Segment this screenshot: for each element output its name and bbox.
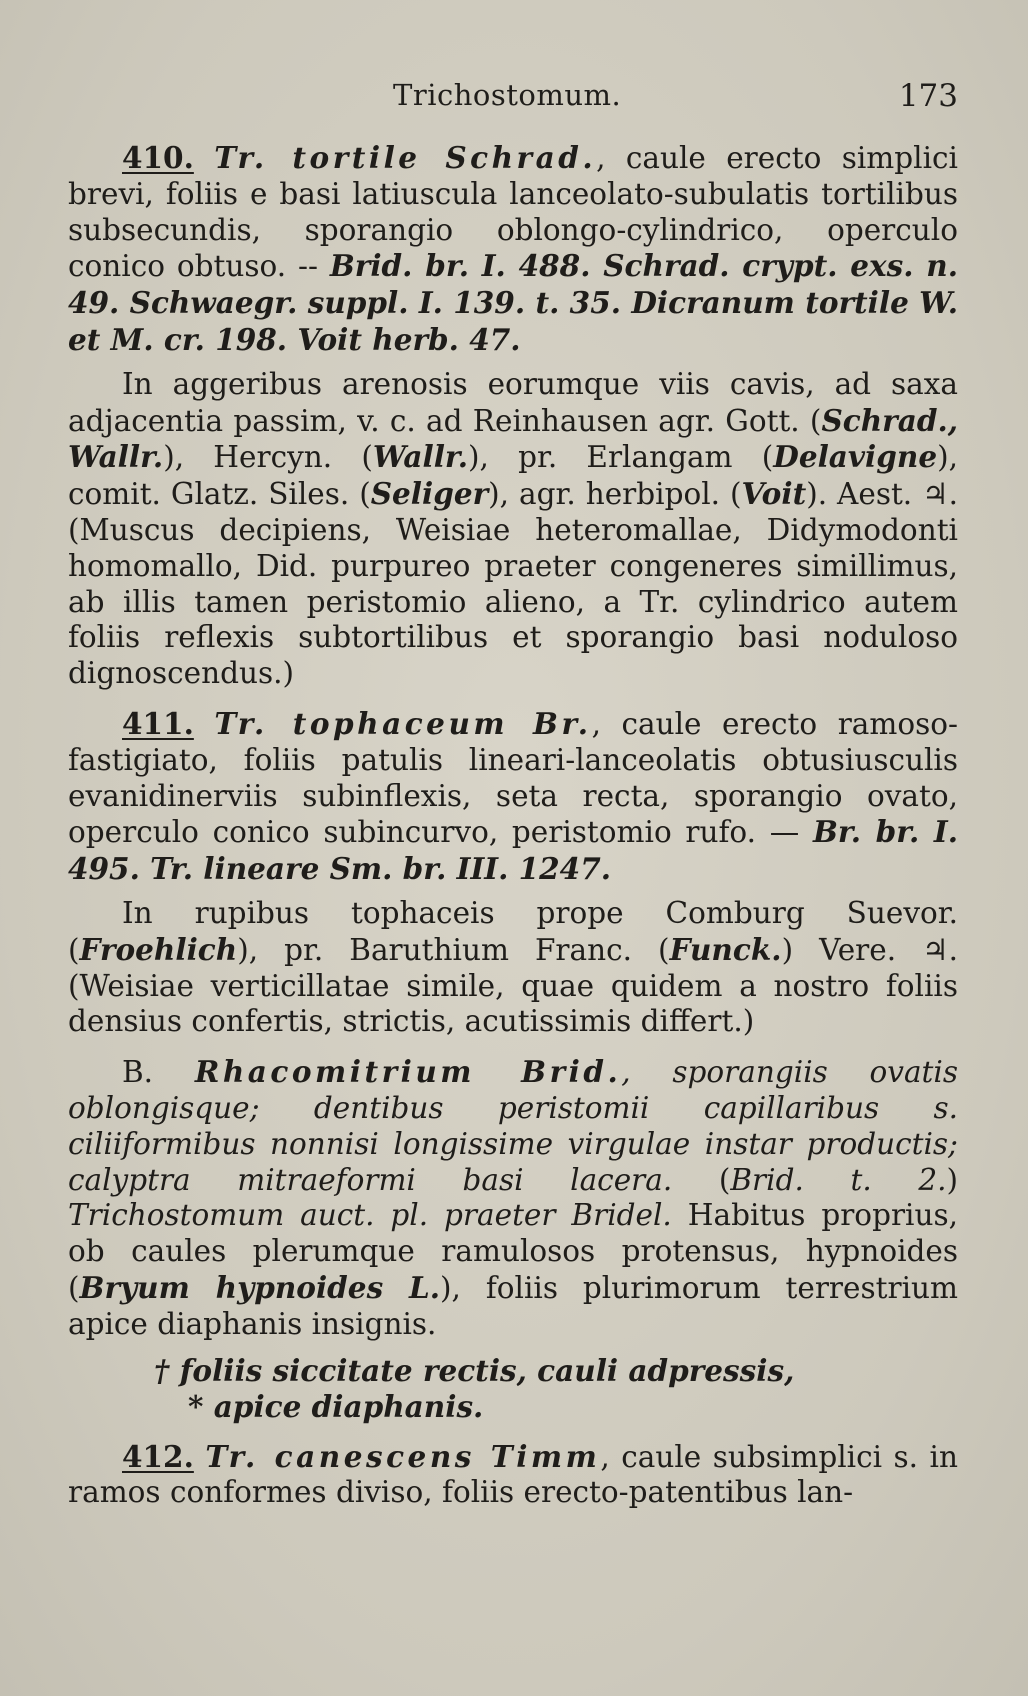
section-b-paragraph: B. Rhacomitrium Brid., sporangiis ovatis oblongisque; dentibus peristomii capillaribus s. ciliiformibus nonnisi longissime virgulae instar productis; calyptra mitraeformi basi lacera. (Brid. t. 2.) Trichostomum auct. pl. praeter Bridel. Habitus proprius, ob caules plerumque ramulosos protensus, hypnoides (Bryum hypnoides L.), foliis plurimorum terrestrium apice diaphanis insignis. [68, 1054, 958, 1341]
species-references: Brid. br. I. 488. Schrad. crypt. exs. n. 49. Schwaegr. suppl. I. 139. t. 35. Dicranum tortile W. et M. cr. 198. Voit herb. 47. [68, 248, 958, 357]
species-description: , caule erecto ramoso-fastigiato, foliis patulis lineari-lanceolatis obtusiusculis evanidinerviis subinflexis, seta recta, sporangio ovato, operculo conico subincurvo, peristomio rufo. — [68, 706, 958, 850]
entry-number: 410. [122, 140, 194, 175]
collector-name: Froehlich [79, 931, 238, 967]
species-entry-410 [68, 140, 958, 359]
section-label: B. [122, 1055, 195, 1090]
running-head [68, 78, 958, 126]
species-references: Br. br. I. 495. Tr. lineare Sm. br. III. 1247. [68, 814, 958, 887]
collector-name: Delavigne [773, 439, 938, 475]
species-entry-412 [68, 1439, 958, 1512]
page-number: 173 [898, 78, 958, 114]
habitat-paragraph-410: In aggeribus arenosis eorumque viis cavis, ad saxa adjacentia passim, v. c. ad Reinhausen agr. Gott. (Schrad., Wallr.), Hercyn. (Wallr.), pr. Erlangam (Delavigne), comit. Glatz. Siles. (Seliger), agr. herbipol. (Voit). Aest. ♃. (Muscus decipiens, Weisiae heteromallae, Didymodonti homomallo, Did. purpureo praeter congeneres simillimus, ab illis tamen peristomio alieno, a Tr. cylindrico autem foliis reflexis subtortilibus et sporangio basi noduloso dignoscendus.) [68, 366, 958, 691]
species-name: Tr. tophaceum Br. [214, 705, 592, 741]
reference: Bryum hypnoides L. [79, 1269, 441, 1305]
collector-name: Schrad., Wallr. [68, 402, 958, 475]
habitat-paragraph-411: In rupibus tophaceis prope Comburg Suevor. (Froehlich), pr. Baruthium Franc. (Funck.) Vere. ♃. (Weisiae verticillatae simile, quae quidem a nostro foliis densius confertis, strictis, acutissimis differt.) [68, 895, 958, 1039]
species-entry-411 [68, 706, 958, 888]
species-description: , caule erecto simplici brevi, foliis e basi latiuscula lanceolato-subulatis tortilibus subsecundis, sporangio oblongo-cylindrico, operculo conico obtuso. -- [68, 141, 958, 284]
genus-name: Rhacomitrium Brid. [194, 1054, 622, 1090]
collector-name: Voit [741, 476, 807, 512]
reference: Brid. t. 2. [730, 1162, 947, 1197]
subdivision-heading-1: † foliis siccitate rectis, cauli adpressis, [154, 1352, 795, 1388]
entry-number: 412. [122, 1438, 194, 1474]
perennial-icon: ♃ [922, 931, 949, 967]
species-name: Tr. tortile Schrad. [214, 140, 597, 175]
collector-name: Seliger [370, 476, 489, 512]
subdivision-heading-2: * apice diaphanis. [188, 1388, 484, 1424]
genus-diagnosis: , sporangiis ovatis oblongisque; dentibus peristomii capillaribus s. ciliiformibus nonnisi longissime virgulae instar productis; calyptra mitraeformi basi lacera. [68, 1055, 958, 1197]
collector-name: Funck. [669, 931, 782, 967]
species-name: Tr. canescens Timm [205, 1438, 601, 1474]
entry-number: 411. [122, 705, 194, 741]
running-title: Trichostomum. [393, 78, 622, 112]
perennial-icon: ♃ [922, 476, 949, 512]
collector-name: Wallr. [372, 439, 469, 475]
species-description: , caule subsimplici s. in ramos conformes diviso, foliis erecto-patentibus lan- [68, 1439, 958, 1510]
reference: Trichostomum auct. pl. praeter Bridel. [68, 1198, 672, 1233]
